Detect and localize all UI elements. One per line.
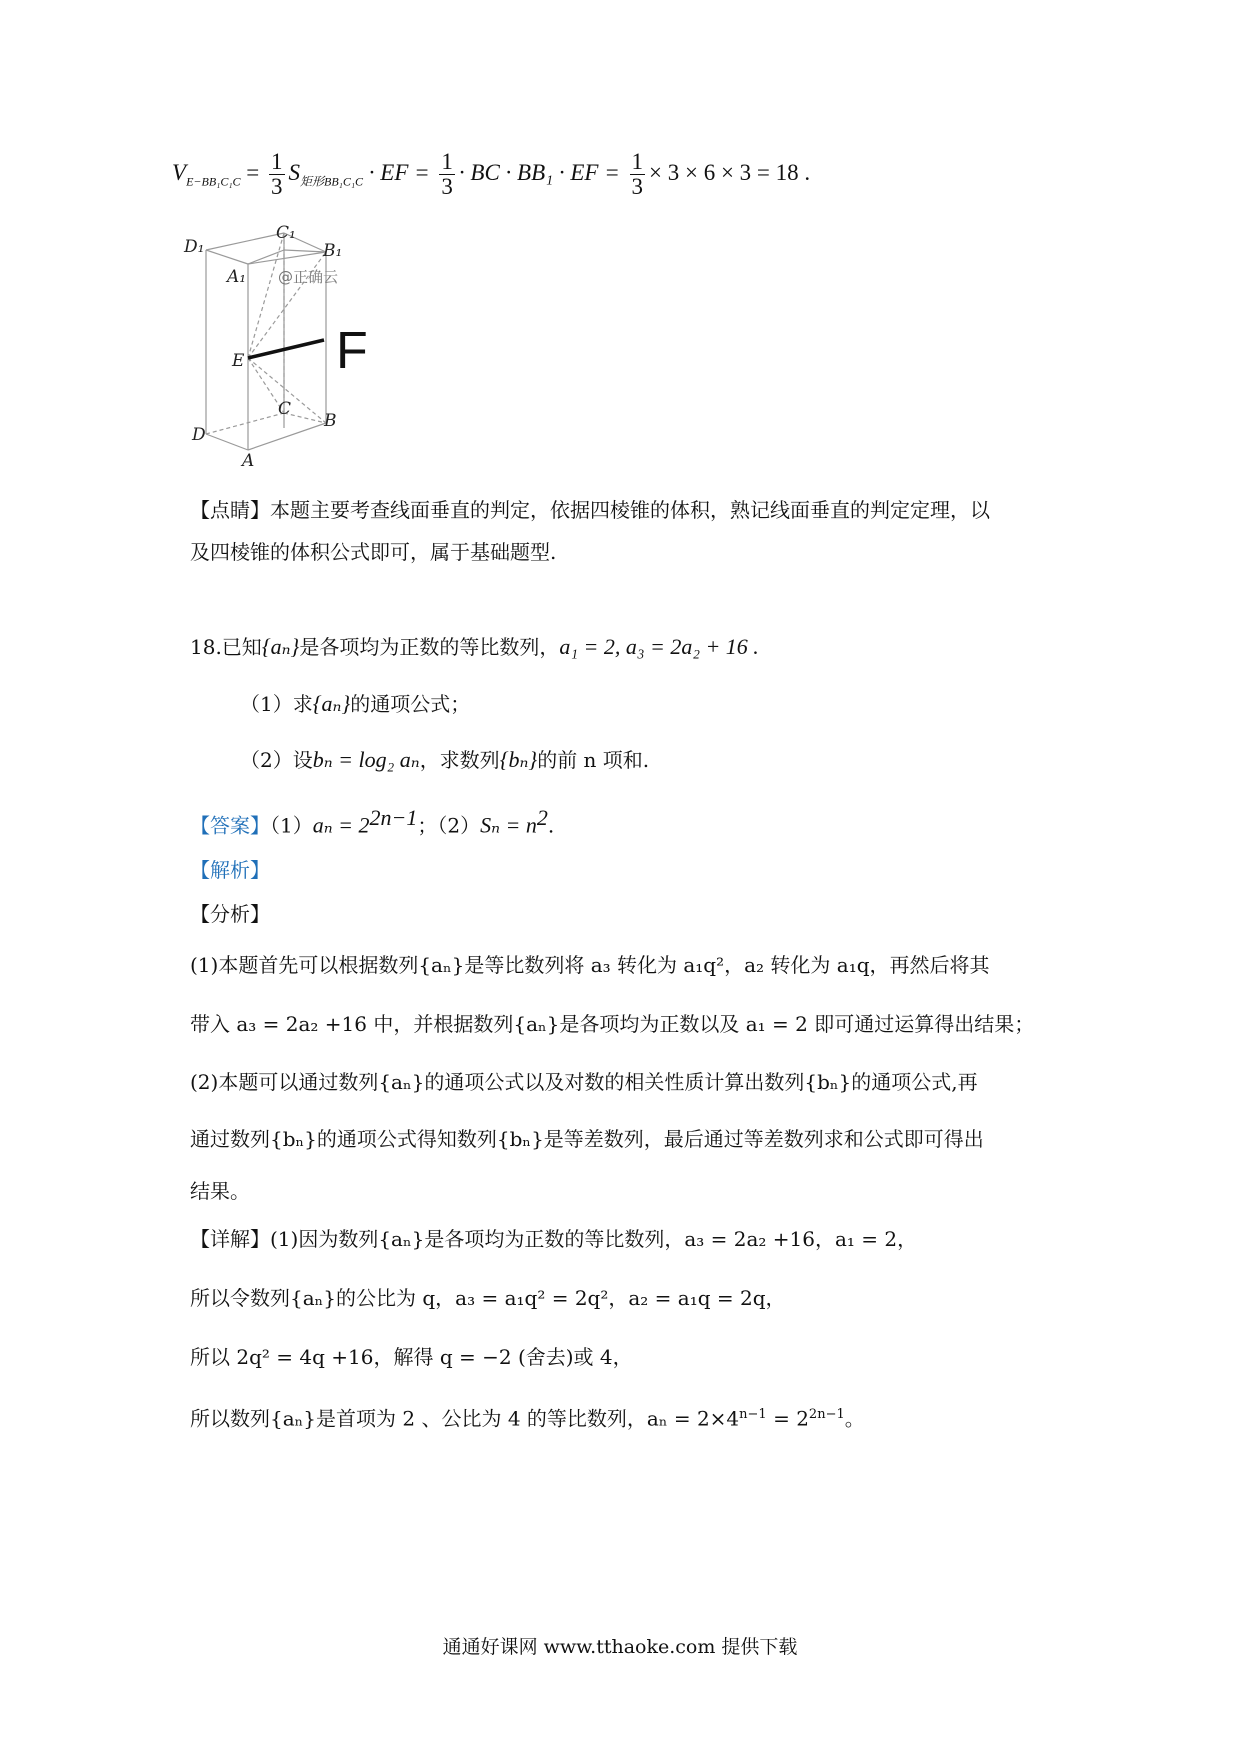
product-term: · BC · BB₁ · EF = [458,159,620,185]
detail-line-3: 所以 2q² = 4q +16，解得 q = −2 (舍去)或 4， [190,1345,633,1369]
q18-part2: （2）设bₙ = log₂ aₙ，求数列{bₙ}的前 n 项和. [240,747,650,772]
v-subscript: E−BB₁C₁C [186,174,241,189]
detail-line-2: 所以令数列{aₙ}的公比为 q，a₃ = a₁q² = 2q²，a₂ = a₁q = 2q， [190,1286,786,1310]
label-a1: A₁ [227,267,247,287]
detail-line-1: 【详解】(1)因为数列{aₙ}是各项均为正数的等比数列，a₃ = 2a₂ +16，a₁ = 2， [190,1227,918,1251]
fraction-1: $\frac{1}{3}$ [271,149,283,199]
s-symbol: S [288,159,300,185]
label-d1: D₁ [184,237,205,257]
answer-tag: 【答案】 [190,813,270,838]
label-a: A [242,451,255,471]
q18-stem: 18.已知{aₙ}是各项均为正数的等比数列，a₁ = 2, a₃ = 2a₂ + 16 . [190,634,759,659]
watermark-text: @正确云 [278,268,339,286]
analysis-line-5: 结果。 [190,1179,250,1203]
eq-sign: = [246,159,260,185]
fraction-2: $\frac{1}{3}$ [441,149,453,199]
prism-figure [184,223,436,498]
ef-term: · EF = [368,159,430,185]
label-f: F [336,322,368,380]
answer-line: 【答案】$(1)a_n = 2^{2n-1}$；$(2)S_n = n^2$. [190,805,555,838]
jiexi-tag: 【解析】 [190,858,270,882]
fraction-3: $\frac{1}{3}$ [631,149,643,199]
v-symbol: V [172,159,187,185]
s-subscript: 矩形BB₁C₁C [300,174,364,189]
numeric-result: × 3 × 6 × 3 = 18 . [649,159,811,185]
q18-part1: （1）求{aₙ}的通项公式； [240,691,471,716]
label-b1: B₁ [323,241,343,261]
analysis-line-4: 通过数列{bₙ}的通项公式得知数列{bₙ}是等差数列，最后通过等差数列求和公式即可得出 [190,1127,984,1151]
dianjing-line-2: 及四棱锥的体积公式即可，属于基础题型. [190,540,557,564]
analysis-line-2: 带入 a₃ = 2a₂ +16 中，并根据数列{aₙ}是各项均为正数以及 a₁ = 2 即可通过运算得出结果； [190,1012,1035,1036]
fenxi-tag: 【分析】 [190,902,270,926]
q18-condition: a₁ = 2, a₃ = 2a₂ + 16 . [559,634,759,659]
label-c1: C₁ [276,223,296,243]
seq-an: {aₙ} [261,634,300,659]
detail-line-4: 所以数列{aₙ}是首项为 2 、公比为 4 的等比数列，$a_n = 2\times 4^{n-1} = 2^{2n-1}$。 [190,1406,865,1431]
dianjing-line-1: 【点睛】本题主要考查线面垂直的判定，依据四棱锥的体积，熟记线面垂直的判定定理，以 [190,498,990,522]
label-e: E [232,351,245,371]
page-footer: 通通好课网 www.tthaoke.com 提供下载 [442,1636,798,1658]
label-c: C [278,399,292,419]
label-d: D [192,425,206,445]
analysis-line-1: (1)本题首先可以根据数列{aₙ}是等比数列将 a₃ 转化为 a₁q²，a₂ 转化为 a₁q，再然后将其 [190,953,990,977]
label-b: B [324,411,337,431]
volume-formula [172,150,810,199]
analysis-line-3: (2)本题可以通过数列{aₙ}的通项公式以及对数的相关性质计算出数列{bₙ}的通项公式,再 [190,1070,978,1094]
